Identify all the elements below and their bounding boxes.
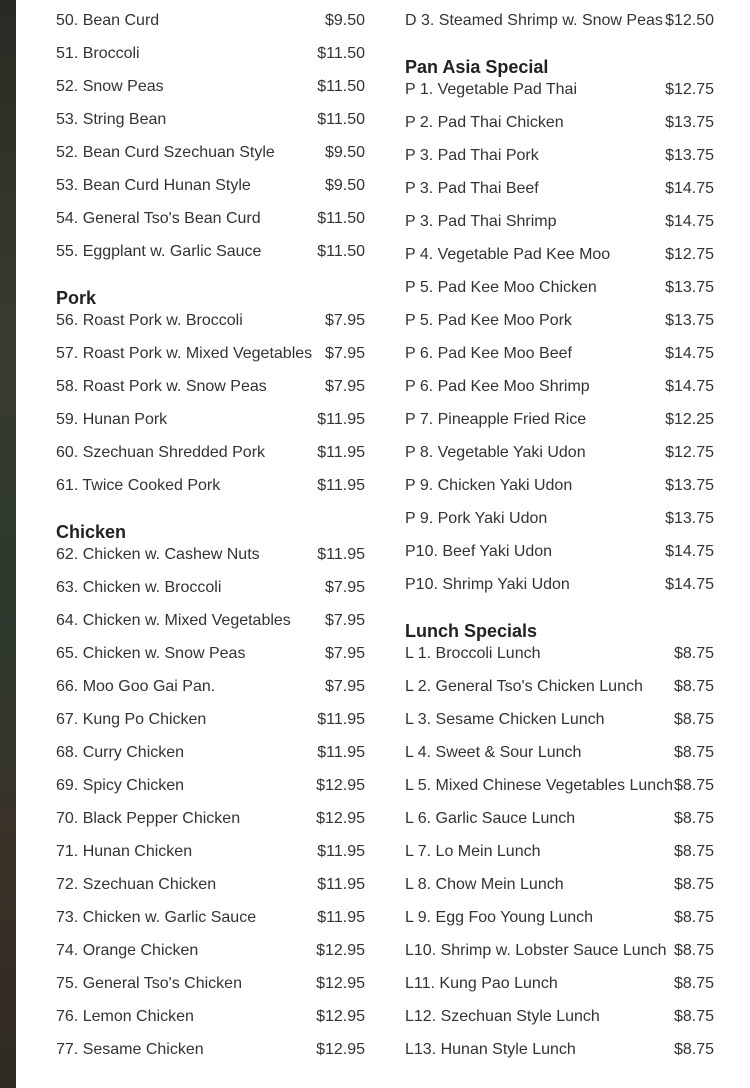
menu-item-name: 58. Roast Pork w. Snow Peas	[56, 378, 267, 395]
menu-item	[405, 642, 714, 666]
menu-item-name: 62. Chicken w. Cashew Nuts	[56, 546, 260, 563]
menu-item-name: L 8. Chow Mein Lunch	[405, 876, 564, 893]
menu-item-name: 50. Bean Curd	[56, 12, 160, 29]
menu-item-price: $7.95	[324, 612, 365, 629]
menu-item-price: $11.50	[317, 210, 365, 227]
menu-item	[405, 507, 714, 531]
menu-item-price: $14.75	[665, 576, 714, 593]
menu-item-price: $13.75	[665, 279, 714, 296]
menu-item	[405, 111, 714, 135]
menu-item	[405, 708, 714, 732]
menu-item-price: $11.95	[317, 444, 365, 461]
menu-item-name: 64. Chicken w. Mixed Vegetables	[56, 612, 291, 629]
menu-item	[405, 774, 714, 798]
menu-item-price: $7.95	[324, 312, 365, 329]
menu-item-name: 72. Szechuan Chicken	[56, 876, 217, 893]
menu-item-price: $8.75	[673, 876, 714, 893]
menu-item	[405, 408, 714, 432]
menu-item-price: $11.95	[317, 411, 365, 428]
menu-item	[56, 543, 365, 567]
menu-item	[56, 108, 365, 132]
menu-item	[405, 474, 714, 498]
menu-item-name: P 9. Chicken Yaki Udon	[405, 477, 573, 494]
menu-item-name: 69. Spicy Chicken	[56, 777, 185, 794]
menu-item-price: $12.95	[316, 1041, 365, 1058]
menu-item	[56, 939, 365, 963]
menu-item	[56, 309, 365, 333]
menu-item-name: P 1. Vegetable Pad Thai	[405, 81, 577, 98]
menu-item	[405, 144, 714, 168]
menu-item-name: L 9. Egg Foo Young Lunch	[405, 909, 594, 926]
menu-item	[405, 573, 714, 597]
menu-item-name: 51. Broccoli	[56, 45, 140, 62]
menu-item-name: 53. String Bean	[56, 111, 167, 128]
menu-item	[56, 42, 365, 66]
menu-item	[56, 741, 365, 765]
menu-item-name: P 3. Pad Thai Pork	[405, 147, 539, 164]
menu-item-price: $8.75	[673, 711, 714, 728]
menu-item-name: 56. Roast Pork w. Broccoli	[56, 312, 243, 329]
menu-item-price: $8.75	[673, 744, 714, 761]
menu-item	[56, 906, 365, 930]
menu-item-price: $12.75	[665, 81, 714, 98]
menu-item-price: $14.75	[665, 378, 714, 395]
menu-item	[56, 807, 365, 831]
menu-item-name: P10. Shrimp Yaki Udon	[405, 576, 570, 593]
menu-item-name: P 6. Pad Kee Moo Shrimp	[405, 378, 590, 395]
menu-item-name: 60. Szechuan Shredded Pork	[56, 444, 266, 461]
menu-item-price: $8.75	[673, 777, 714, 794]
menu-item-name: L 3. Sesame Chicken Lunch	[405, 711, 605, 728]
menu-item-name: P 5. Pad Kee Moo Chicken	[405, 279, 597, 296]
menu-item	[405, 675, 714, 699]
menu-item-name: 68. Curry Chicken	[56, 744, 185, 761]
menu-item-name: P 6. Pad Kee Moo Beef	[405, 345, 572, 362]
menu-item-name: P 3. Pad Thai Shrimp	[405, 213, 557, 230]
menu-item-price: $11.95	[317, 711, 365, 728]
menu-item-price: $12.25	[665, 411, 714, 428]
menu-item-name: 71. Hunan Chicken	[56, 843, 193, 860]
menu-item-name: 57. Roast Pork w. Mixed Vegetables	[56, 345, 313, 362]
menu-item-price: $11.95	[317, 477, 365, 494]
menu-item-price: $13.75	[665, 510, 714, 527]
menu-item-name: L 6. Garlic Sauce Lunch	[405, 810, 576, 827]
menu-item	[56, 408, 365, 432]
menu-item-price: $7.95	[324, 645, 365, 662]
menu-item	[56, 474, 365, 498]
menu-item	[56, 207, 365, 231]
menu-item-price: $12.95	[316, 810, 365, 827]
menu-item	[405, 1005, 714, 1029]
menu-item-name: 53. Bean Curd Hunan Style	[56, 177, 251, 194]
menu-item-name: L10. Shrimp w. Lobster Sauce Lunch	[405, 942, 667, 959]
menu-item-name: 55. Eggplant w. Garlic Sauce	[56, 243, 262, 260]
menu-item-price: $11.50	[317, 111, 365, 128]
menu-item-price: $8.75	[673, 975, 714, 992]
menu-item-price: $7.95	[324, 378, 365, 395]
menu-item	[405, 741, 714, 765]
menu-item-name: 65. Chicken w. Snow Peas	[56, 645, 246, 662]
menu-item	[56, 240, 365, 264]
menu-item	[56, 642, 365, 666]
menu-item	[56, 75, 365, 99]
menu-item-price: $7.95	[324, 678, 365, 695]
menu-item-name: P 2. Pad Thai Chicken	[405, 114, 564, 131]
menu-item	[56, 375, 365, 399]
menu-item-name: P 5. Pad Kee Moo Pork	[405, 312, 572, 329]
menu-item	[56, 1038, 365, 1062]
menu-item	[405, 540, 714, 564]
menu-item-price: $11.50	[317, 78, 365, 95]
menu-item-price: $11.50	[317, 45, 365, 62]
section-heading-pork: Pork	[56, 288, 97, 308]
menu-item-name: P 8. Vegetable Yaki Udon	[405, 444, 586, 461]
menu-item	[405, 375, 714, 399]
menu-item	[56, 174, 365, 198]
menu-item	[56, 1005, 365, 1029]
menu-item-price: $8.75	[673, 909, 714, 926]
menu-item-name: P 9. Pork Yaki Udon	[405, 510, 548, 527]
menu-item-name: L11. Kung Pao Lunch	[405, 975, 558, 992]
menu-item-price: $11.95	[317, 744, 365, 761]
menu-item-price: $8.75	[673, 843, 714, 860]
menu-item-name: P10. Beef Yaki Udon	[405, 543, 553, 560]
menu-item	[405, 906, 714, 930]
menu-item	[56, 972, 365, 996]
menu-item	[405, 177, 714, 201]
menu-item-name: 54. General Tso's Bean Curd	[56, 210, 261, 227]
menu-item-name: L13. Hunan Style Lunch	[405, 1041, 576, 1058]
menu-item-price: $11.95	[317, 876, 365, 893]
menu-item-price: $11.95	[317, 909, 365, 926]
menu-item-price: $14.75	[665, 213, 714, 230]
menu-item	[56, 576, 365, 600]
menu-item-price: $12.95	[316, 942, 365, 959]
section-heading-chicken: Chicken	[56, 522, 127, 542]
menu-item-name: 73. Chicken w. Garlic Sauce	[56, 909, 257, 926]
menu-item-price: $8.75	[673, 1041, 714, 1058]
menu-item-price: $12.95	[316, 777, 365, 794]
menu-item-price: $8.75	[673, 810, 714, 827]
menu-item	[56, 840, 365, 864]
menu-item-name: 63. Chicken w. Broccoli	[56, 579, 222, 596]
menu-item	[405, 807, 714, 831]
menu-item-name: 66. Moo Goo Gai Pan.	[56, 678, 216, 695]
menu-item-price: $11.50	[317, 243, 365, 260]
menu-item-price: $13.75	[665, 114, 714, 131]
menu-item-price: $7.95	[324, 345, 365, 362]
menu-item-name: 70. Black Pepper Chicken	[56, 810, 241, 827]
menu-item	[56, 9, 365, 33]
menu-item-price: $13.75	[665, 477, 714, 494]
menu-item	[405, 939, 714, 963]
menu-item-name: 61. Twice Cooked Pork	[56, 477, 221, 494]
menu-item-name: 67. Kung Po Chicken	[56, 711, 207, 728]
section-heading-pan-asia-special: Pan Asia Special	[405, 57, 549, 77]
menu-item-name: P 3. Pad Thai Beef	[405, 180, 539, 197]
menu-item-price: $12.95	[316, 1008, 365, 1025]
menu-item	[405, 276, 714, 300]
menu-item	[405, 210, 714, 234]
menu-item-price: $12.50	[665, 12, 714, 29]
menu-item-price: $14.75	[665, 180, 714, 197]
photo-edge-strip	[0, 0, 16, 1088]
menu-item-name: P 4. Vegetable Pad Kee Moo	[405, 246, 611, 263]
menu-item-price: $8.75	[673, 678, 714, 695]
menu-item	[405, 972, 714, 996]
menu-item	[56, 141, 365, 165]
menu-item-price: $14.75	[665, 543, 714, 560]
menu-item	[405, 441, 714, 465]
menu-item-name: L 4. Sweet & Sour Lunch	[405, 744, 582, 761]
menu-item	[56, 675, 365, 699]
menu-item	[56, 873, 365, 897]
menu-item-name: 76. Lemon Chicken	[56, 1008, 194, 1025]
menu-item-price: $12.95	[316, 975, 365, 992]
menu-item	[405, 840, 714, 864]
menu-item-name: L12. Szechuan Style Lunch	[405, 1008, 600, 1025]
menu-item	[405, 873, 714, 897]
menu-item-price: $8.75	[673, 1008, 714, 1025]
menu-item	[405, 342, 714, 366]
menu-item-price: $9.50	[324, 177, 365, 194]
menu-item-price: $9.50	[324, 12, 365, 29]
menu-item	[56, 708, 365, 732]
section-heading-lunch-specials: Lunch Specials	[405, 621, 538, 641]
menu-item-price: $14.75	[665, 345, 714, 362]
menu-item-name: 52. Bean Curd Szechuan Style	[56, 144, 275, 161]
menu-item-name: D 3. Steamed Shrimp w. Snow Peas	[405, 12, 663, 29]
menu-item-name: P 7. Pineapple Fried Rice	[405, 411, 587, 428]
menu-item-name: 59. Hunan Pork	[56, 411, 168, 428]
menu-item-name: L 1. Broccoli Lunch	[405, 645, 541, 662]
menu-item-price: $8.75	[673, 645, 714, 662]
menu-item	[56, 609, 365, 633]
menu-item-name: 75. General Tso's Chicken	[56, 975, 242, 992]
menu-item	[56, 774, 365, 798]
menu-item	[405, 309, 714, 333]
menu-item	[405, 243, 714, 267]
menu-item-price: $11.95	[317, 843, 365, 860]
menu-item-price: $9.50	[324, 144, 365, 161]
menu-item-name: L 7. Lo Mein Lunch	[405, 843, 541, 860]
menu-item-name: 52. Snow Peas	[56, 78, 164, 95]
menu-item	[56, 441, 365, 465]
menu-item-price: $8.75	[673, 942, 714, 959]
menu-item-name: L 5. Mixed Chinese Vegetables Lunch	[405, 777, 674, 794]
menu-item-price: $7.95	[324, 579, 365, 596]
menu-item-price: $13.75	[665, 147, 714, 164]
menu-item-price: $12.75	[665, 444, 714, 461]
menu-item	[405, 1038, 714, 1062]
menu-item-price: $12.75	[665, 246, 714, 263]
menu-item-name: L 2. General Tso's Chicken Lunch	[405, 678, 643, 695]
menu-item-price: $11.95	[317, 546, 365, 563]
menu-item	[56, 342, 365, 366]
menu-item-price: $13.75	[665, 312, 714, 329]
menu-item-name: 77. Sesame Chicken	[56, 1041, 204, 1058]
menu-item-name: 74. Orange Chicken	[56, 942, 199, 959]
menu-item	[405, 9, 714, 33]
menu-item	[405, 78, 714, 102]
